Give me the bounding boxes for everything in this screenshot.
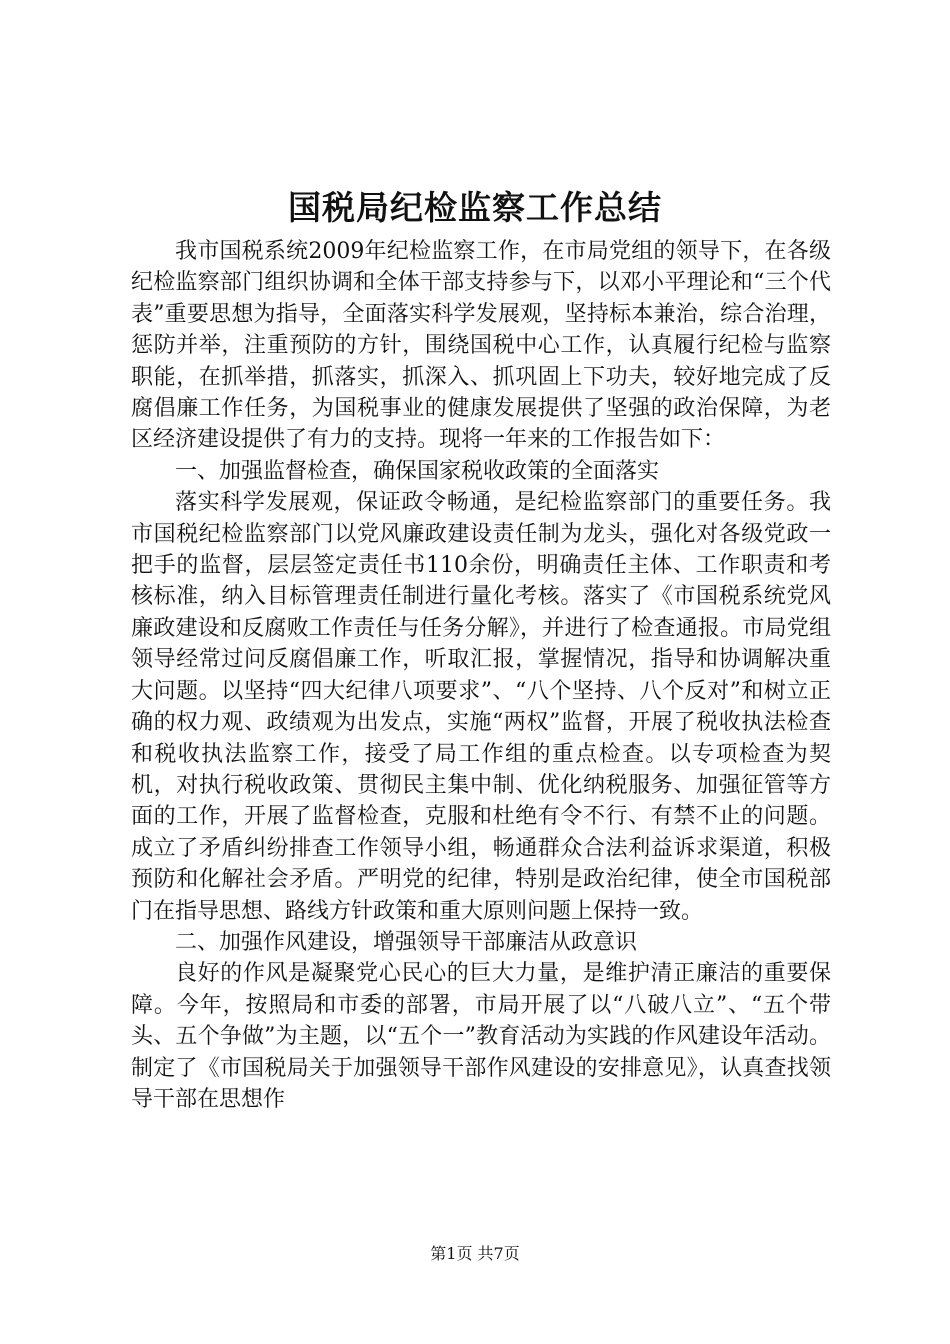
page-number-footer: 第1页 共7页 [430,1244,520,1263]
paragraph-intro: 我市国税系统2009年纪检监察工作，在市局党组的领导下，在各级纪检监察部门组织协调和全体干部支持参与下，以邓小平理论和“三个代表”重要思想为指导，全面落实科学发展观，坚持标本兼治，综合治理，惩防并举，注重预防的方针，围绕国税中心工作，认真履行纪检与监察职能，在抓举措，抓落实，抓深入、抓巩固上下功夫，较好地完成了反腐倡廉工作任务，为国税事业的健康发展提供了坚强的政治保障，为老区经济建设提供了有力的支持。现将一年来的工作报告如下： [131,239,831,453]
document-title: 国税局纪检监察工作总结 [288,188,662,227]
paragraph-section-1: 落实科学发展观，保证政令畅通，是纪检监察部门的重要任务。我市国税纪检监察部门以党风廉政建设责任制为龙头，强化对各级党政一把手的监督，层层签定责任书110余份，明确责任主体、工作职责和考核标准，纳入目标管理责任制进行量化考核。落实了《市国税系统党风廉政建设和反腐败工作责任与任务分解》，并进行了检查通报。市局党组领导经常过问反腐倡廉工作，听取汇报，掌握情况，指导和协调解决重大问题。以坚持“四大纪律八项要求”、“八个坚持、八个反对”和树立正确的权力观、政绩观为出发点，实施“两权”监督，开展了税收执法检查和税收执法监察工作，接受了局工作组的重点检查。以专项检查为契机，对执行税收政策、贯彻民主集中制、优化纳税服务、加强征管等方面的工作，开展了监督检查，克服和杜绝有令不行、有禁不止的问题。成立了矛盾纠纷排查工作领导小组，畅通群众合法利益诉求渠道，积极预防和化解社会矛盾。严明党的纪律，特别是政治纪律，使全市国税部门在指导思想、路线方针政策和重大原则问题上保持一致。 [131,490,831,924]
document-body [131,236,831,1115]
paragraph-section-2: 良好的作风是凝聚党心民心的巨大力量，是维护清正廉洁的重要保障。今年，按照局和市委的部署，市局开展了以“八破八立”、“五个带头、五个争做”为主题，以“五个一”教育活动为实践的作风建设年活动。制定了《市国税局关于加强领导干部作风建设的安排意见》，认真查找领导干部在思想作 [131,961,831,1112]
section-heading-2: 二、加强作风建设，增强领导干部廉洁从政意识 [175,929,638,955]
section-heading-1: 一、加强监督检查，确保国家税收政策的全面落实 [175,458,660,484]
